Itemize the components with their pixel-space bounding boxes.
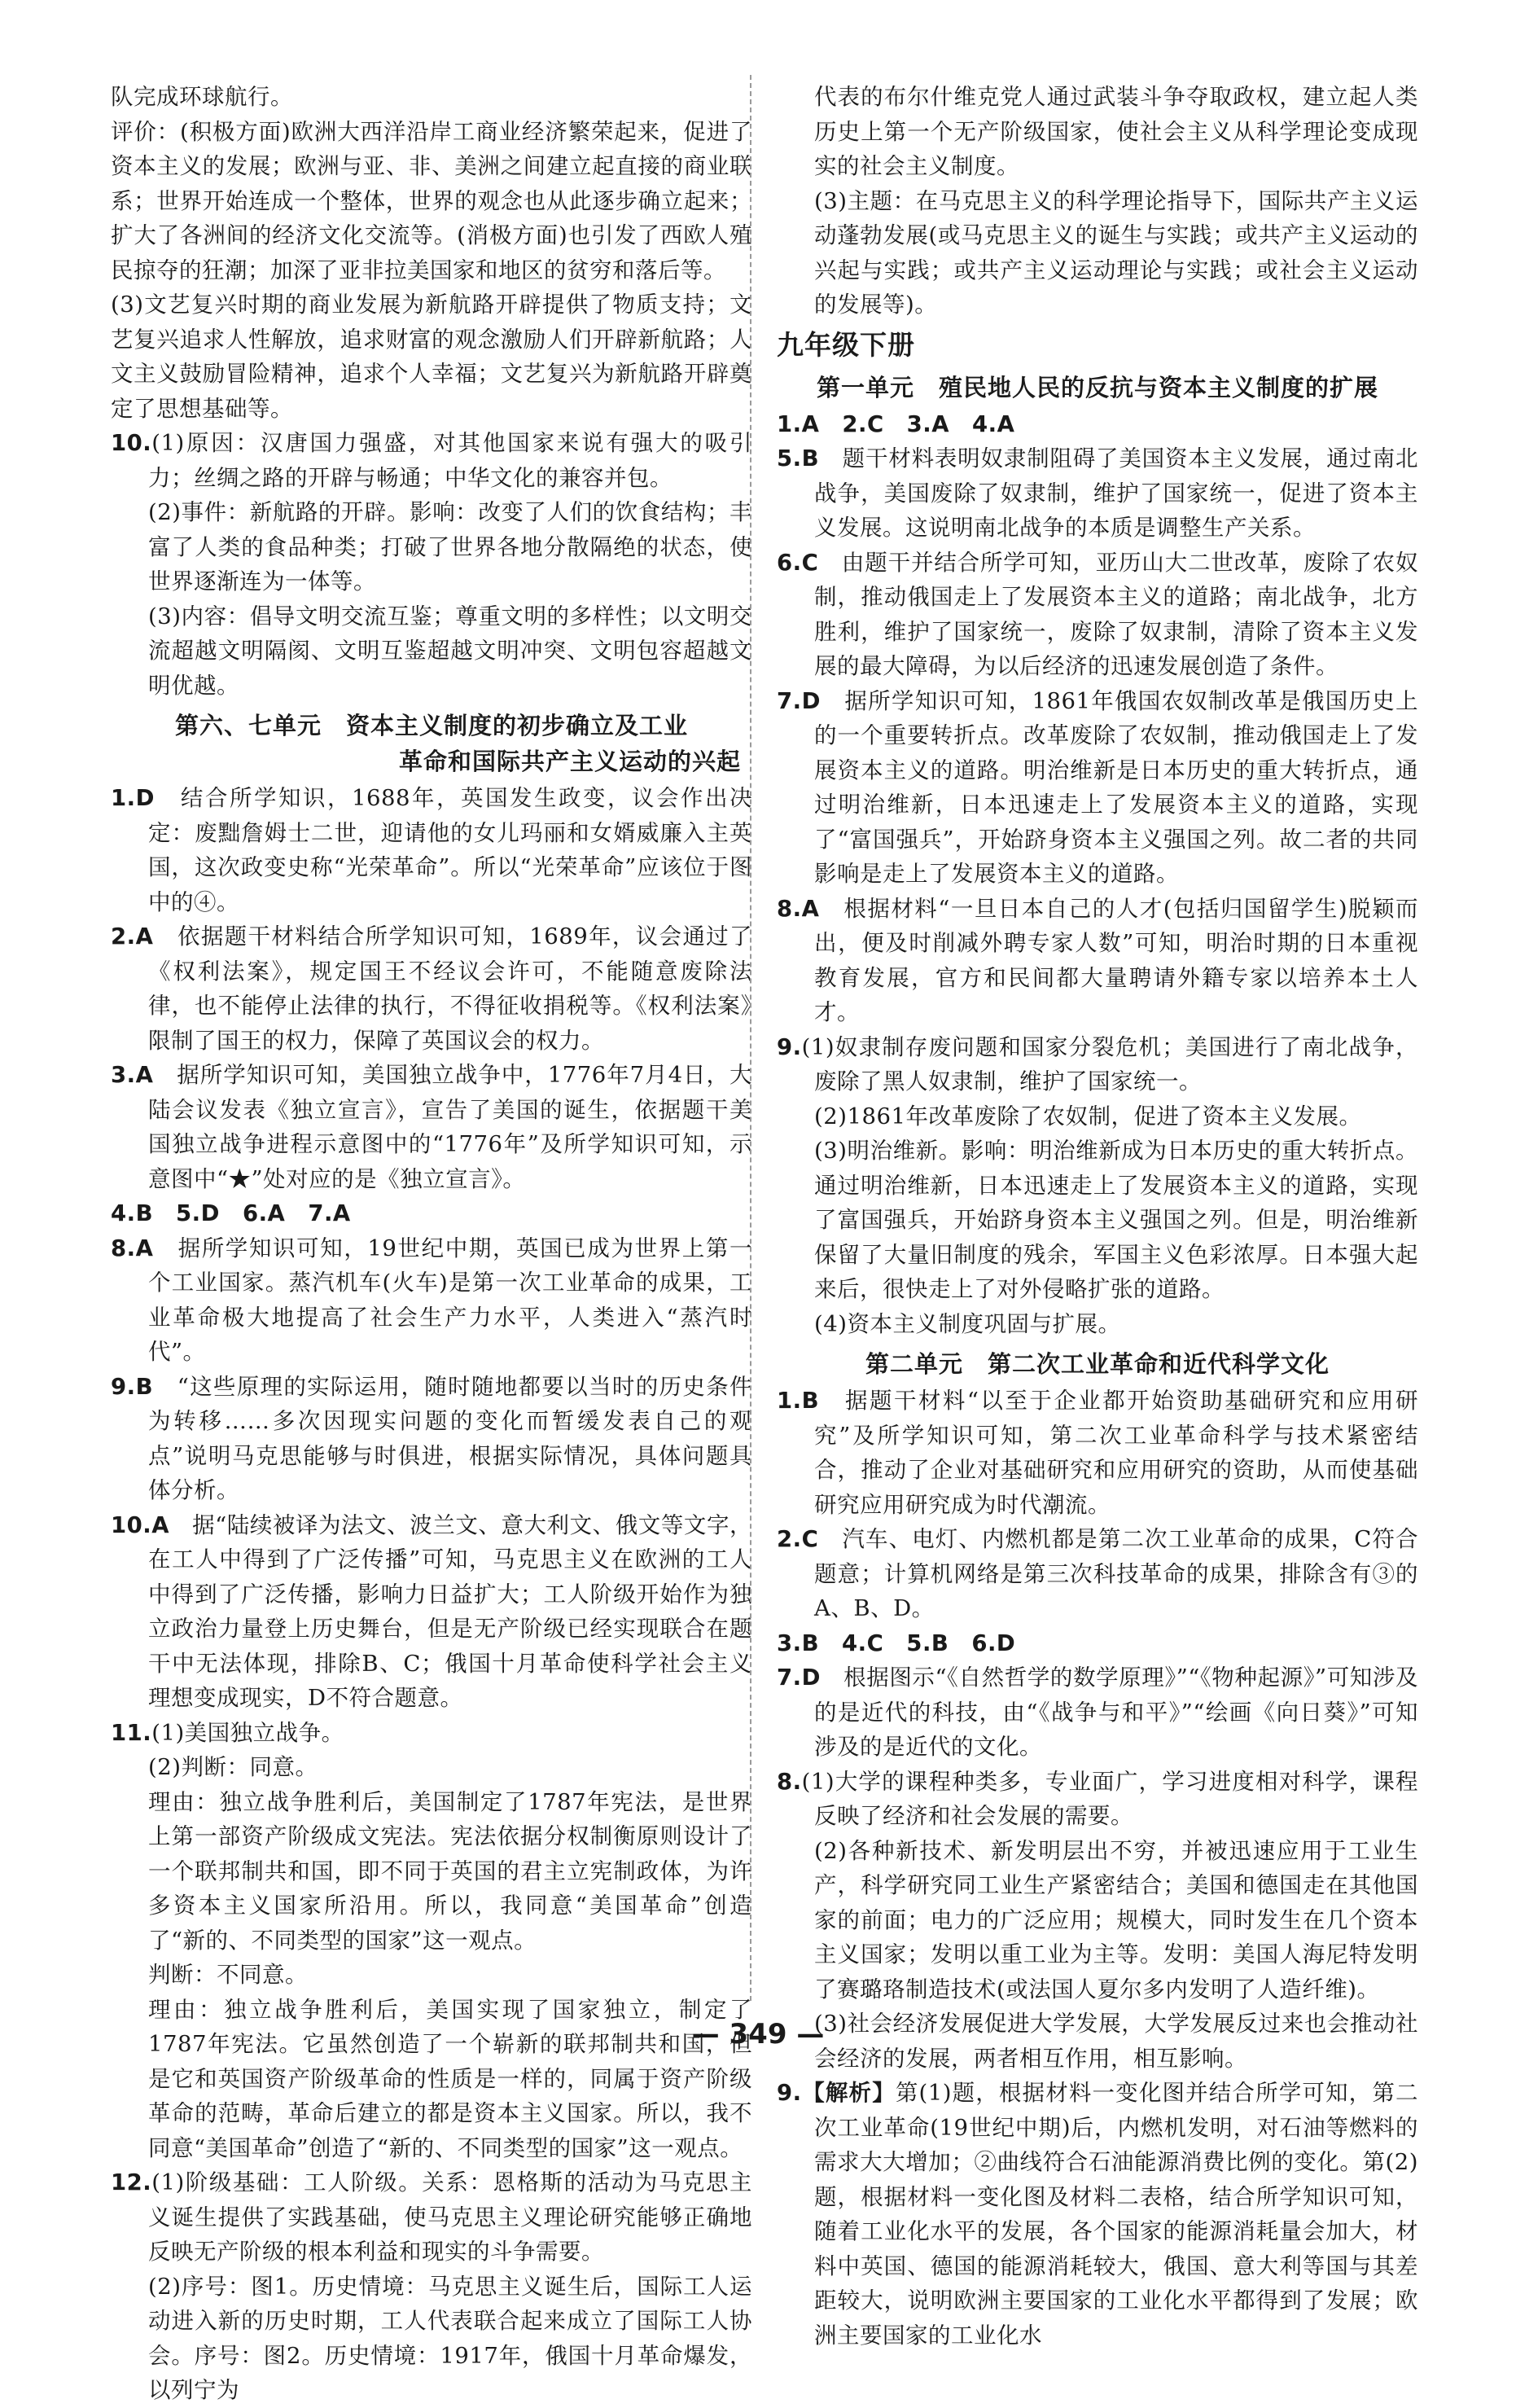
answer-number: 3.B 4.C 5.B 6.D — [777, 1629, 1016, 1656]
answer-body: 根据材料“一旦日本自己的人才(包括归国留学生)脱颖而出，便及时削减外聘专家人数”可知，明治时期的日本重视教育发展，官方和民间都大量聘请外籍专家以培养本土人才。 — [814, 895, 1418, 1025]
answer-number: 10.A — [111, 1511, 169, 1538]
answer-number: 1.D — [111, 785, 155, 811]
answer-number: 3.A — [111, 1062, 154, 1088]
answer-body: (4)资本主义制度巩固与扩展。 — [814, 1310, 1121, 1337]
answer-item — [111, 1196, 752, 1231]
answer-item — [777, 2076, 1418, 2353]
answer-text — [777, 184, 1418, 322]
answer-body: (2)1861年改革废除了农奴制，促进了资本主义发展。 — [814, 1103, 1362, 1129]
answer-item — [777, 546, 1418, 684]
answer-body: 队完成环球航行。 — [111, 84, 293, 110]
answer-item — [777, 441, 1418, 546]
answer-text — [111, 1750, 752, 1785]
answer-number: 1.A 2.C 3.A 4.A — [777, 410, 1015, 437]
answer-number: 9. — [777, 1033, 802, 1060]
answer-body: (1)阶级基础：工人阶级。关系：恩格斯的活动为马克思主义诞生提供了实践基础，使马克思主义理论研究能够正确地反映无产阶级的根本利益和现实的斗争需要。 — [148, 2169, 752, 2265]
answer-body: 理由：独立战争胜利后，美国实现了国家独立，制定了1787年宪法。它虽然创造了一个崭新的联邦制共和国，但是它和英国资产阶级革命的性质是一样的，同属于资产阶级革命的范畴，革命后建立的都是资本主义国家。所以，我不同意“美国革命”创造了“新的、不同类型的国家”这一观点。 — [148, 1996, 752, 2161]
answer-number: 9.B — [111, 1373, 154, 1400]
answer-text — [111, 115, 752, 288]
answer-item — [111, 1231, 752, 1370]
answer-text — [111, 495, 752, 599]
answer-item — [777, 407, 1418, 442]
answer-text — [777, 1134, 1418, 1307]
unit-heading — [777, 365, 1418, 407]
answer-body: (1)大学的课程种类多，专业面广，学习进度相对科学，课程反映了经济和社会发展的需要。 — [801, 1768, 1418, 1829]
answer-body: 评价：(积极方面)欧洲大西洋沿岸工商业经济繁荣起来，促进了资本主义的发展；欧洲与亚、非、美洲之间建立起直接的商业联系；世界开始连成一个整体，世界的观念也从此逐步确立起来；扩大了各洲间的经济文化交流等。(消极方面)也引发了西欧人殖民掠夺的狂潮；加深了亚非拉美国家和地区的贫穷和落后等。 — [111, 118, 752, 283]
answer-body: 第(1)题，根据材料一变化图并结合所学可知，第二次工业革命(19世纪中期)后，内燃机发明，对石油等燃料的需求大大增加；②曲线符合石油能源消费比例的变化。第(2)题，根据材料一变化图及材料二表格，结合所学知识可知，随着工业化水平的发展，各个国家的能源消耗量会加大，材料中英国、德国的能源消耗较大，俄国、意大利等国与其差距较大，说明欧洲主要国家的工业化水平都得到了发展；欧洲主要国家的工业化水 — [814, 2080, 1418, 2349]
answer-number: 8.A — [111, 1235, 154, 1261]
answer-body: (2)序号：图1。历史情境：马克思主义诞生后，国际工人运动进入新的历史时期，工人代表联合起来成立了国际工人协会。序号：图2。历史情境：1917年，俄国十月革命爆发，以列宁为 — [148, 2273, 752, 2403]
answer-number: 7.D — [777, 687, 821, 714]
unit-heading-line: 革命和国际共产主义运动的兴起 — [398, 748, 741, 775]
answer-number: 7.D — [777, 1665, 821, 1691]
answer-body: 由题干并结合所学可知，亚历山大二世改革，废除了农奴制，推动俄国走上了发展资本主义的道路；南北战争，北方胜利，维护了国家统一，废除了奴隶制，清除了资本主义发展的最大障碍，为以后经济的迅速发展创造了条件。 — [814, 549, 1418, 679]
answer-number: 11. — [111, 1719, 152, 1746]
answer-body: 根据图示“《自然哲学的数学原理》”“《物种起源》”可知涉及的是近代的科技，由“《战争与和平》”“绘画《向日葵》”可知涉及的是近代的文化。 — [814, 1665, 1418, 1760]
unit-heading-line: 第一单元 殖民地人民的反抗与资本主义制度的扩展 — [816, 373, 1378, 401]
answer-item — [777, 1660, 1418, 1765]
answer-body: (2)各种新技术、新发明层出不穷，并被迅速应用于工业生产，科学研究同工业生产紧密结合；美国和德国走在其他国家的前面；电力的广泛应用；规模大，同时发生在几个资本主义国家；发明以重工业为主等。发明：美国人海尼特发明了赛璐珞制造技术(或法国人夏尔多内发明了人造纤维)。 — [814, 1837, 1418, 2002]
answer-item — [111, 781, 752, 919]
answer-text — [111, 1958, 752, 1993]
page-number: — 349 — — [691, 2018, 825, 2051]
answer-body: “这些原理的实际运用，随时随地都要以当时的历史条件为转移……多次因现实问题的变化而暂缓发表自己的观点”说明马克思能够与时俱进，根据实际情况，具体问题具体分析。 — [148, 1373, 752, 1503]
answer-body: (1)原因：汉唐国力强盛，对其他国家来说有强大的吸引力；丝绸之路的开辟与畅通；中华文化的兼容并包。 — [148, 430, 752, 491]
answer-body: 题干材料表明奴隶制阻碍了美国资本主义发展，通过南北战争，美国废除了奴隶制，维护了国家统一，促进了资本主义发展。这说明南北战争的本质是调整生产关系。 — [814, 445, 1418, 541]
answer-number: 1.B — [777, 1388, 820, 1414]
unit-heading — [111, 703, 752, 781]
answer-body: (3)社会经济发展促进大学发展，大学发展反过来也会推动社会经济的发展，两者相互作用，相互影响。 — [814, 2011, 1418, 2072]
answer-item — [111, 1058, 752, 1196]
grade-heading: 九年级下册 — [777, 328, 915, 361]
answer-text — [777, 1834, 1418, 2007]
answer-body: (1)奴隶制存废问题和国家分裂危机；美国进行了南北战争，废除了黑人奴隶制，维护了国家统一。 — [801, 1033, 1418, 1094]
answer-body: 依据题干材料结合所学知识可知，1689年，议会通过了《权利法案》，规定国王不经议会许可，不能随意废除法律，也不能停止法律的执行，不得征收捐税等。《权利法案》限制了国王的权力，保障了英国议会的权力。 — [148, 923, 752, 1054]
answer-body: (3)主题：在马克思主义的科学理论指导下，国际共产主义运动蓬勃发展(或马克思主义的诞生与实践；或共产主义运动的兴起与实践；或共产主义运动理论与实践；或社会主义运动的发展等)。 — [814, 187, 1418, 318]
answer-text — [777, 1099, 1418, 1134]
answer-body: (2)判断：同意。 — [148, 1754, 318, 1780]
answer-item — [777, 1626, 1418, 1661]
answer-item — [777, 1384, 1418, 1522]
unit-heading — [777, 1341, 1418, 1384]
column-divider — [750, 75, 751, 2001]
answer-item — [777, 892, 1418, 1030]
answer-item — [111, 919, 752, 1058]
right-column — [777, 80, 1418, 2353]
answer-number: 10. — [111, 430, 152, 456]
answer-item — [111, 426, 752, 495]
answer-item — [777, 1765, 1418, 1834]
answer-text — [111, 1785, 752, 1958]
answer-body: (3)文艺复兴时期的商业发展为新航路开辟提供了物质支持；文艺复兴追求人性解放，追求财富的观念激励人们开辟新航路；人文主义鼓励冒险精神，追求个人幸福；文艺复兴为新航路开辟奠定了思想基础等。 — [111, 292, 752, 422]
answer-body: (3)明治维新。影响：明治维新成为日本历史的重大转折点。通过明治维新，日本迅速走上了发展资本主义的道路，实现了富国强兵，开始跻身资本主义强国之列。但是，明治维新保留了大量旧制度的残余，军国主义色彩浓厚。日本强大起来后，很快走上了对外侵略扩张的道路。 — [814, 1138, 1418, 1302]
answer-item — [777, 1522, 1418, 1626]
answer-body: (3)内容：倡导文明交流互鉴；尊重文明的多样性；以文明交流超越文明隔阂、文明互鉴超越文明冲突、文明包容超越文明优越。 — [148, 603, 752, 699]
unit-heading-line: 第二单元 第二次工业革命和近代科学文化 — [865, 1350, 1330, 1378]
answer-number: 4.B 5.D 6.A 7.A — [111, 1200, 351, 1226]
answer-item — [777, 684, 1418, 892]
answer-number: 12. — [111, 2169, 152, 2195]
answer-number: 9.【解析】 — [777, 2080, 896, 2106]
answer-text — [777, 1307, 1418, 1342]
answer-text — [777, 80, 1418, 184]
answer-item — [111, 1716, 752, 1751]
answer-number: 8.A — [777, 895, 820, 922]
answer-body: 代表的布尔什维克党人通过武装斗争夺取政权，建立起人类历史上第一个无产阶级国家，使社会主义从科学理论变成现实的社会主义制度。 — [814, 84, 1418, 179]
answer-text — [111, 2270, 752, 2408]
unit-heading-line: 第六、七单元 资本主义制度的初步确立及工业 — [174, 712, 688, 739]
answer-number: 6.C — [777, 549, 819, 576]
answer-number: 2.C — [777, 1526, 819, 1552]
answer-body: 据所学知识可知，1861年俄国农奴制改革是俄国历史上的一个重要转折点。改革废除了农奴制，推动俄国走上了发展资本主义的道路。明治维新是日本历史的重大转折点，通过明治维新，日本迅速走上了发展资本主义的道路，实现了“富国强兵”，开始跻身资本主义强国之列。故二者的共同影响是走上了发展资本主义的道路。 — [814, 687, 1418, 887]
answer-body: (2)事件：新航路的开辟。影响：改变了人们的饮食结构；丰富了人类的食品种类；打破了世界各地分散隔绝的状态，使世界逐渐连为一体等。 — [148, 499, 752, 594]
answer-body: 结合所学知识，1688年，英国发生政变，议会作出决定：废黜詹姆士二世，迎请他的女儿玛丽和女婿威廉入主英国，这次政变史称“光荣革命”。所以“光荣革命”应该位于图中的④。 — [148, 785, 752, 915]
answer-number: 2.A — [111, 923, 154, 950]
answer-body: 据所学知识可知，19世纪中期，英国已成为世界上第一个工业国家。蒸汽机车(火车)是第一次工业革命的成果，工业革命极大地提高了社会生产力水平，人类进入“蒸汽时代”。 — [148, 1235, 752, 1365]
answer-number: 5.B — [777, 445, 820, 472]
answer-text — [111, 80, 752, 115]
answer-item — [111, 2165, 752, 2270]
answer-body: 汽车、电灯、内燃机都是第二次工业革命的成果，C符合题意；计算机网络是第三次科技革命的成果，排除含有③的A、B、D。 — [814, 1526, 1418, 1621]
answer-body: (1)美国独立战争。 — [151, 1719, 344, 1746]
answer-body: 据“陆续被译为法文、波兰文、意大利文、俄文等文字，在工人中得到了广泛传播”可知，马克思主义在欧洲的工人中得到了广泛传播，影响力日益扩大；工人阶级开始作为独立政治力量登上历史舞台，但是无产阶级已经实现联合在题干中无法体现，排除B、C；俄国十月革命使科学社会主义理想变成现实，D不符合题意。 — [148, 1511, 752, 1711]
answer-text — [111, 599, 752, 704]
answer-text — [111, 287, 752, 426]
answer-number: 8. — [777, 1768, 802, 1795]
answer-item — [777, 1030, 1418, 1099]
answer-body: 据题干材料“以至于企业都开始资助基础研究和应用研究”及所学知识可知，第二次工业革命科学与技术紧密结合，推动了企业对基础研究和应用研究的资助，从而使基础研究应用研究成为时代潮流。 — [814, 1388, 1418, 1518]
left-column — [111, 80, 752, 2408]
answer-item — [111, 1508, 752, 1716]
answer-item — [111, 1370, 752, 1508]
answer-body: 判断：不同意。 — [148, 1962, 308, 1988]
answer-body: 理由：独立战争胜利后，美国制定了1787年宪法，是世界上第一部资产阶级成文宪法。宪法依据分权制衡原则设计了一个联邦制共和国，即不同于英国的君主立宪制政体，为许多资本主义国家所沿用。所以，我同意“美国革命”创造了“新的、不同类型的国家”这一观点。 — [148, 1788, 752, 1954]
answer-body: 据所学知识可知，美国独立战争中，1776年7月4日，大陆会议发表《独立宣言》，宣告了美国的诞生，依据题干美国独立战争进程示意图中的“1776年”及所学知识可知，示意图中“★”处对应的是《独立宣言》。 — [148, 1062, 752, 1192]
